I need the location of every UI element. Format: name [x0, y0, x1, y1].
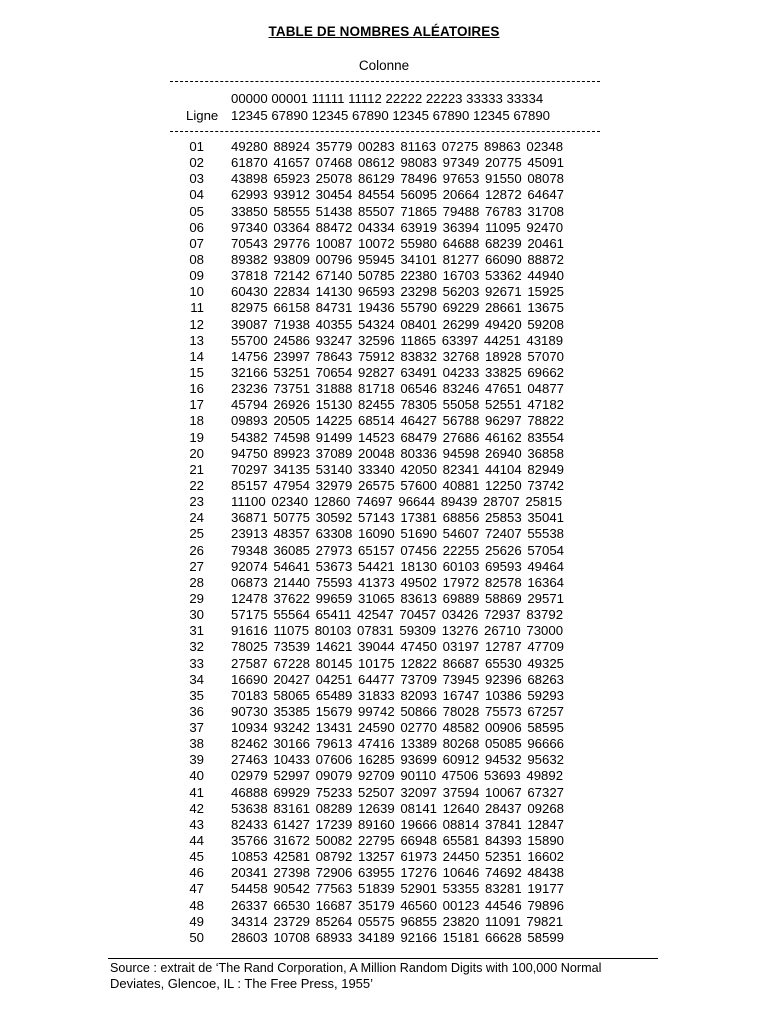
header-row-1-digits: 00000 00001 11111 11112 22222 22223 33333 33334	[231, 91, 544, 106]
row-line-number: 27	[189, 558, 204, 574]
table-row	[150, 171, 610, 187]
row-line-number: 05	[189, 203, 204, 219]
table-row	[150, 510, 610, 526]
column-heading: Colonne	[358, 58, 410, 73]
table-row	[150, 591, 610, 607]
source-separator	[108, 958, 658, 959]
row-digits: 70543 29776 10087 10072 55980 64688 68239 20461	[231, 235, 565, 251]
row-digits: 82462 30166 79613 47416 13389 80268 05085 96666	[231, 736, 565, 752]
row-line-number: 09	[189, 268, 204, 284]
source-line-1: Source : extrait de ‘The Rand Corporation, A Million Random Digits with 100,000 Normal	[110, 961, 602, 975]
row-line-number: 39	[189, 752, 204, 768]
row-digits: 23913 48357 63308 16090 51690 54607 72407 55538	[231, 526, 565, 542]
row-digits: 14756 23997 78643 75912 83832 32768 18928 57070	[231, 348, 565, 364]
row-digits: 35766 31672 50082 22795 66948 65581 84393 15890	[231, 833, 565, 849]
row-line-number: 46	[189, 865, 204, 881]
row-digits: 37818 72142 67140 50785 22380 16703 53362 44940	[231, 268, 565, 284]
table-row	[150, 607, 610, 623]
row-line-number: 47	[189, 881, 204, 897]
table-row	[150, 672, 610, 688]
table-row	[150, 204, 610, 220]
row-digits: 46888 69929 75233 52507 32097 37594 10067 67327	[231, 784, 565, 800]
row-digits: 20341 27398 72906 63955 17276 10646 74692 48438	[231, 865, 565, 881]
row-line-number: 37	[189, 720, 204, 736]
row-digits: 89382 93809 00796 95945 34101 81277 66090 88872	[231, 251, 565, 267]
row-line-number: 44	[189, 833, 204, 849]
row-line-number: 49	[189, 913, 204, 929]
table-row	[150, 704, 610, 720]
source-line-2: Deviates, Glencoe, IL : The Free Press, 1955’	[110, 976, 374, 991]
table-row	[150, 639, 610, 655]
table-row	[150, 543, 610, 559]
dashed-separator-top	[170, 81, 600, 82]
row-digits: 26337 66530 16687 35179 46560 00123 44546 79896	[231, 897, 565, 913]
row-line-number: 19	[189, 429, 204, 445]
row-line-number: 17	[189, 397, 204, 413]
row-line-number: 21	[189, 461, 204, 477]
row-digits: 85157 47954 32979 26575 57600 40881 12250 73742	[231, 477, 565, 493]
table-row	[150, 155, 610, 171]
table-row	[150, 575, 610, 591]
table-row	[150, 252, 610, 268]
row-digits: 27587 67228 80145 10175 12822 86687 65530 49325	[231, 655, 565, 671]
table-row	[150, 656, 610, 672]
row-digits: 49280 88924 35779 00283 81163 07275 89863 02348	[231, 139, 564, 154]
table-row	[150, 430, 610, 446]
row-line-number: 04	[189, 187, 204, 203]
table-row	[150, 752, 610, 768]
row-line-number: 08	[189, 251, 204, 267]
row-digits: 55700 24586 93247 32596 11865 63397 44251 43189	[231, 332, 564, 348]
row-line-number: 30	[189, 607, 204, 623]
table-row	[150, 139, 610, 155]
row-line-number: 48	[189, 897, 204, 913]
row-line-number: 33	[189, 655, 204, 671]
row-line-number: 26	[189, 542, 204, 558]
row-digits: 12478 37622 99659 31065 83613 69889 58869 29571	[231, 590, 565, 606]
table-row	[150, 381, 610, 397]
row-line-number: 22	[189, 477, 204, 493]
row-digits: 70297 34135 53140 33340 42050 82341 44104 82949	[231, 461, 565, 477]
row-line-number: 32	[189, 639, 204, 655]
row-line-number: 41	[189, 784, 204, 800]
row-digits: 10934 93242 13431 24590 02770 48582 00906 58595	[231, 720, 565, 736]
table-row	[150, 494, 610, 510]
row-digits: 61870 41657 07468 08612 98083 97349 20775 45091	[231, 155, 565, 171]
row-line-number: 11	[190, 300, 204, 316]
row-digits: 33850 58555 51438 85507 71865 79488 76783 31708	[231, 203, 565, 219]
table-row	[150, 768, 610, 784]
row-line-number: 20	[189, 445, 204, 461]
table-row	[150, 865, 610, 881]
row-line-number: 24	[189, 510, 204, 526]
row-line-number: 38	[189, 736, 204, 752]
row-digits: 54458 90542 77563 51839 52901 53355 83281 19177	[231, 881, 565, 897]
row-line-number: 31	[189, 623, 204, 639]
row-line-number: 29	[189, 590, 204, 606]
row-digits: 70183 58065 65489 31833 82093 16747 10386 59293	[231, 687, 565, 703]
row-line-number: 12	[189, 316, 204, 332]
table-row	[150, 526, 610, 542]
row-line-number: 02	[189, 155, 204, 171]
row-digits: 90730 35385 15679 99742 50866 78028 75573 67257	[231, 703, 565, 719]
row-digits: 79348 36085 27973 65157 07456 22255 25626 57054	[231, 542, 565, 558]
dashed-separator-bottom	[170, 131, 600, 132]
row-digits: 57175 55564 65411 42547 70457 03426 72937 83792	[231, 607, 564, 623]
row-digits: 34314 23729 85264 05575 96855 23820 11091 79821	[231, 913, 564, 929]
row-digits: 97340 03364 88472 04334 63919 36394 11095 92470	[231, 219, 564, 235]
row-line-number: 25	[189, 526, 204, 542]
row-line-number: 14	[189, 348, 204, 364]
row-digits: 45794 26926 15130 82455 78305 55058 52551 47182	[231, 397, 565, 413]
table-row	[150, 833, 610, 849]
row-line-number: 03	[189, 171, 204, 187]
table-row	[150, 623, 610, 639]
row-digits: 23236 73751 31888 81718 06546 83246 47651 04877	[231, 381, 565, 397]
row-line-number: 10	[189, 284, 204, 300]
table-row	[150, 397, 610, 413]
row-line-number: 18	[189, 413, 204, 429]
table-row	[150, 365, 610, 381]
row-line-number: 43	[189, 816, 204, 832]
table-row	[150, 817, 610, 833]
table-row	[150, 720, 610, 736]
row-line-number: 15	[189, 364, 204, 380]
row-digits: 92074 54641 53673 54421 18130 60103 69593 49464	[231, 558, 565, 574]
row-digits: 02979 52997 09079 92709 90110 47506 53693 49892	[231, 768, 564, 784]
row-digits: 28603 10708 68933 34189 92166 15181 66628 58599	[231, 929, 565, 945]
row-digits: 27463 10433 07606 16285 93699 60912 94532 95632	[231, 752, 565, 768]
row-line-number: 13	[189, 332, 204, 348]
source-note	[110, 960, 670, 992]
row-line-number: 45	[189, 849, 204, 865]
table-row	[150, 801, 610, 817]
row-line-number: 07	[189, 235, 204, 251]
table-row	[150, 688, 610, 704]
row-digits: 78025 73539 14621 39044 47450 03197 12787 47709	[231, 639, 565, 655]
table-row	[150, 349, 610, 365]
row-line-number: 40	[189, 768, 204, 784]
row-line-number: 28	[189, 574, 204, 590]
table-row	[150, 220, 610, 236]
table-row	[150, 300, 610, 316]
row-digits: 32166 53251 70654 92827 63491 04233 33825 69662	[231, 364, 565, 380]
table-row	[150, 559, 610, 575]
row-line-number: 01	[189, 139, 204, 154]
row-line-number: 50	[189, 929, 204, 945]
table-row	[150, 914, 610, 930]
row-digits: 53638 83161 08289 12639 08141 12640 28437 09268	[231, 800, 565, 816]
row-line-number: 35	[189, 687, 204, 703]
header-ligne-label: Ligne	[186, 108, 219, 123]
table-row	[150, 187, 610, 203]
row-digits: 82433 61427 17239 89160 19666 08814 37841 12847	[231, 816, 565, 832]
row-digits: 10853 42581 08792 13257 61973 24450 52351 16602	[231, 849, 565, 865]
row-digits: 16690 20427 04251 64477 73709 73945 92396 68263	[231, 671, 565, 687]
table-row	[150, 849, 610, 865]
header-row-2-digits: 12345 67890 12345 67890 12345 67890 12345 67890	[231, 108, 551, 123]
table-row	[150, 785, 610, 801]
header-row-1	[150, 91, 610, 108]
row-line-number: 42	[189, 800, 204, 816]
table-row	[150, 736, 610, 752]
table-row	[150, 284, 610, 300]
page-title: TABLE DE NOMBRES ALÉATOIRES	[268, 24, 500, 39]
table-row	[150, 881, 610, 897]
random-digits-table	[150, 139, 610, 946]
table-row	[150, 236, 610, 252]
table-row	[150, 478, 610, 494]
row-digits: 60430 22834 14130 96593 23298 56203 92671 15925	[231, 284, 565, 300]
row-digits: 06873 21440 75593 41373 49502 17972 82578 16364	[231, 574, 565, 590]
row-digits: 94750 89923 37089 20048 80336 94598 26940 36858	[231, 445, 565, 461]
table-row	[150, 333, 610, 349]
row-digits: 54382 74598 91499 14523 68479 27686 46162 83554	[231, 429, 565, 445]
table-row	[150, 413, 610, 429]
row-line-number: 36	[189, 703, 204, 719]
table-row	[150, 268, 610, 284]
row-digits: 36871 50775 30592 57143 17381 68856 25853 35041	[231, 510, 565, 526]
header-row-2	[150, 108, 610, 125]
row-digits: 91616 11075 80103 07831 59309 13276 26710 73000	[231, 623, 564, 639]
row-line-number: 23	[189, 494, 204, 510]
row-digits: 43898 65923 25078 86129 78496 97653 91550 08078	[231, 171, 565, 187]
row-line-number: 34	[189, 671, 204, 687]
row-digits: 39087 71938 40355 54324 08401 26299 49420 59208	[231, 316, 565, 332]
row-digits: 82975 66158 84731 19436 55790 69229 28661 13675	[231, 300, 565, 316]
row-digits: 62993 93912 30454 84554 56095 20664 12872 64647	[231, 187, 565, 203]
table-row	[150, 317, 610, 333]
table-row	[150, 446, 610, 462]
table-row	[150, 898, 610, 914]
table-row	[150, 462, 610, 478]
table-row	[150, 930, 610, 946]
row-line-number: 16	[189, 381, 204, 397]
row-line-number: 06	[189, 219, 204, 235]
row-digits: 11100 02340 12860 74697 96644 89439 28707 25815	[231, 494, 563, 510]
row-digits: 09893 20505 14225 68514 46427 56788 96297 78822	[231, 413, 565, 429]
